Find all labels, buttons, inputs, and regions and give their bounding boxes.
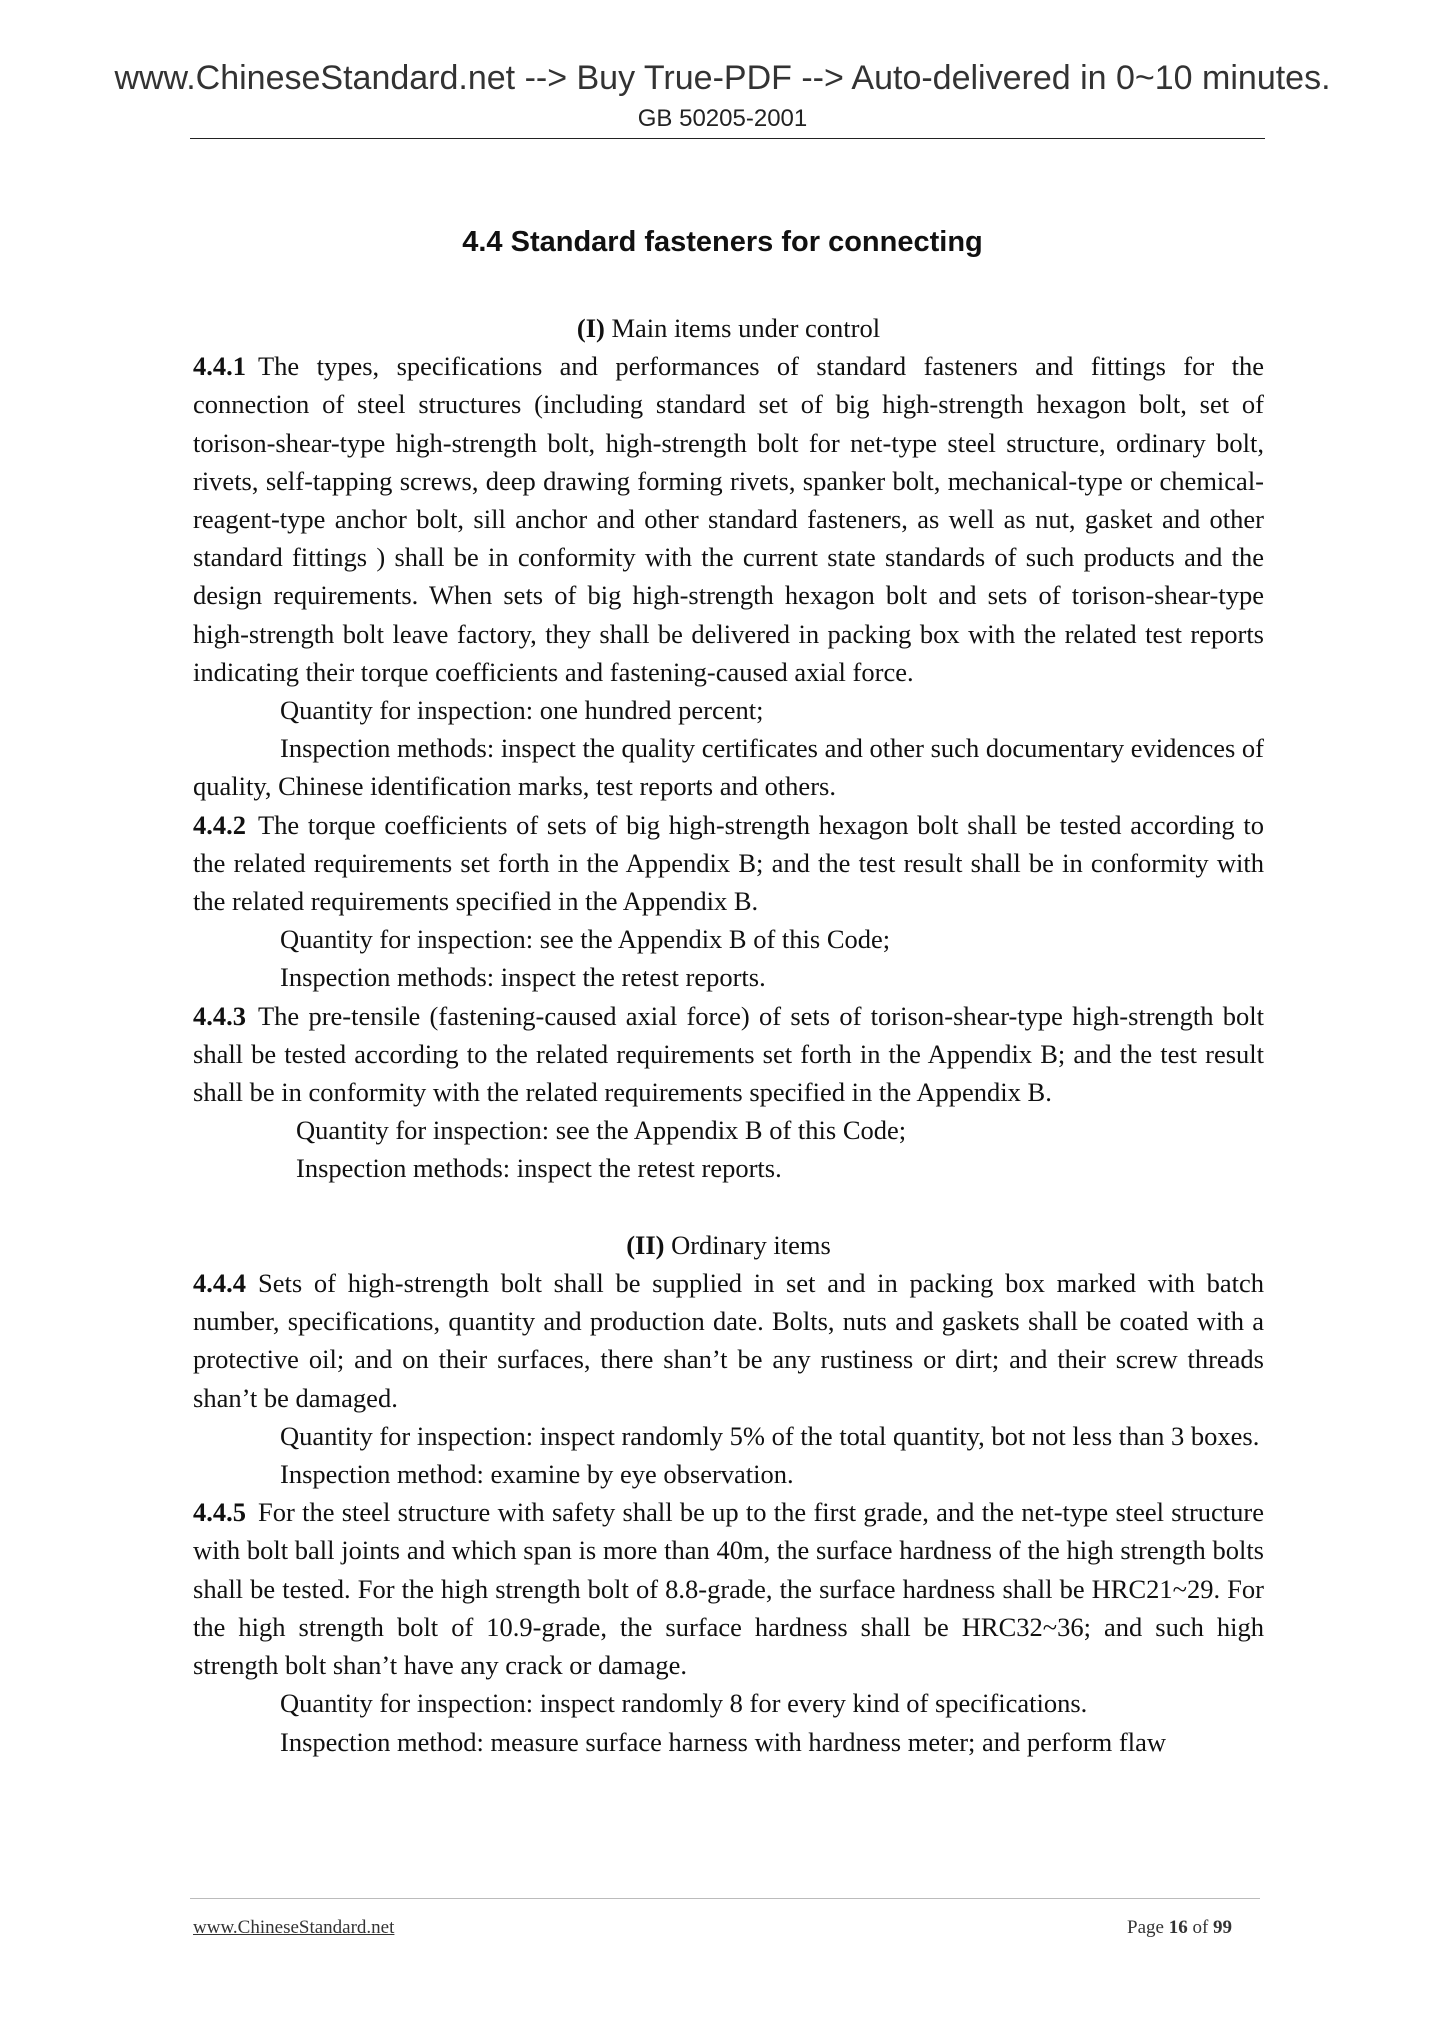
clause-number: 4.4.3 xyxy=(193,1000,246,1031)
section-title: 4.4 Standard fasteners for connecting xyxy=(462,226,983,258)
clause-4-4-3 xyxy=(193,997,1264,1112)
clause-4-4-4 xyxy=(193,1264,1264,1417)
clause-number: 4.4.2 xyxy=(193,809,246,840)
clause-number: 4.4.5 xyxy=(193,1497,246,1528)
inspection-methods: Inspection methods: inspect the retest reports. xyxy=(296,1153,782,1184)
footer-divider xyxy=(190,1898,1260,1899)
page-indicator xyxy=(1127,1917,1232,1939)
clause-text: For the steel structure with safety shall be up to the first grade, and the net-type steel structure with bolt ball joints and which span is more than 40m, the surface hardness of the high strength bolts shall be tested. For the high strength bolt of 8.8-grade, the surface hardness shall be HRC21~29. For the high strength bolt of 10.9-grade, the surface hardness shall be HRC32~36; and such high strength bolt shan’t have any crack or damage. xyxy=(193,1497,1264,1681)
main-items-heading xyxy=(193,309,1264,347)
inspection-methods: Inspection method: measure surface harness with hardness meter; and perform flaw xyxy=(280,1726,1166,1757)
ordinary-items-heading xyxy=(193,1226,1264,1264)
inspection-quantity: Quantity for inspection: see the Appendix B of this Code; xyxy=(280,924,891,955)
footer-site-link[interactable]: www.ChineseStandard.net xyxy=(193,1917,395,1938)
page-word: Page xyxy=(1127,1917,1164,1938)
inspection-quantity: Quantity for inspection: inspect randomly 8 for every kind of specifications. xyxy=(280,1688,1088,1719)
clause-text: The torque coefficients of sets of big high-strength hexagon bolt shall be tested according to the related requirements set forth in the Appendix B; and the test result shall be in conformity with the related requirements specified in the Appendix B. xyxy=(193,809,1264,917)
clause-4-4-2 xyxy=(193,806,1264,921)
clause-number: 4.4.1 xyxy=(193,351,246,382)
inspection-methods: Inspection method: examine by eye observation. xyxy=(280,1459,794,1490)
ordinary-items-numeral: (II) xyxy=(626,1229,665,1260)
inspection-methods: Inspection methods: inspect the quality certificates and other such documentary evidences of quality, Chinese identification marks, test reports and others. xyxy=(193,733,1264,802)
inspection-methods: Inspection methods: inspect the retest reports. xyxy=(280,962,766,993)
spacer xyxy=(193,1188,1264,1226)
main-items-numeral: (I) xyxy=(576,313,605,343)
clause-4-4-5 xyxy=(193,1493,1264,1684)
clause-number: 4.4.4 xyxy=(193,1268,246,1299)
document-number: GB 50205-2001 xyxy=(637,105,808,132)
inspection-quantity: Quantity for inspection: inspect randomly 5% of the total quantity, bot not less than 3 boxes. xyxy=(280,1420,1260,1451)
inspection-quantity: Quantity for inspection: one hundred percent; xyxy=(280,695,764,726)
clause-text: The types, specifications and performances of standard fasteners and fittings for the connection of steel structures (including standard set of big high-strength hexagon bolt, set of torison-shear-type high-strength bolt, high-strength bolt for net-type steel structure, ordinary bolt, rivets, self-tapping screws, deep drawing forming rivets, spanker bolt, mechanical-type or chemical-reagent-type anchor bolt, sill anchor and other standard fasteners, as well as nut, gasket and other standard fittings ) shall be in conformity with the current state standards of such products and the design requirements. When sets of big high-strength hexagon bolt and sets of torison-shear-type high-strength bolt leave factory, they shall be delivered in packing box with the related test reports indicating their torque coefficients and fastening-caused axial force. xyxy=(193,351,1264,687)
page-of: of xyxy=(1192,1917,1209,1938)
page-current: 16 xyxy=(1168,1917,1188,1938)
main-items-label: Main items under control xyxy=(611,313,881,343)
ordinary-items-label: Ordinary items xyxy=(671,1229,831,1260)
inspection-quantity: Quantity for inspection: see the Appendix B of this Code; xyxy=(296,1115,907,1146)
clause-text: Sets of high-strength bolt shall be supplied in set and in packing box marked with batch number, specifications, quantity and production date. Bolts, nuts and gaskets shall be coated with a protective oil; and on their surfaces, there shan’t be any rustiness or dirt; and their screw threads shan’t be damaged. xyxy=(193,1268,1264,1413)
header-divider xyxy=(190,138,1265,139)
clause-4-4-1 xyxy=(193,347,1264,691)
page-total: 99 xyxy=(1213,1917,1233,1938)
header-banner: www.ChineseStandard.net --> Buy True-PDF --> Auto-delivered in 0~10 minutes. xyxy=(114,59,1331,97)
clause-text: The pre-tensile (fastening-caused axial force) of sets of torison-shear-type high-strength bolt shall be tested according to the related requirements set forth in the Appendix B; and the test result shall be in conformity with the related requirements specified in the Appendix B. xyxy=(193,1000,1264,1108)
document-body xyxy=(193,309,1264,1761)
